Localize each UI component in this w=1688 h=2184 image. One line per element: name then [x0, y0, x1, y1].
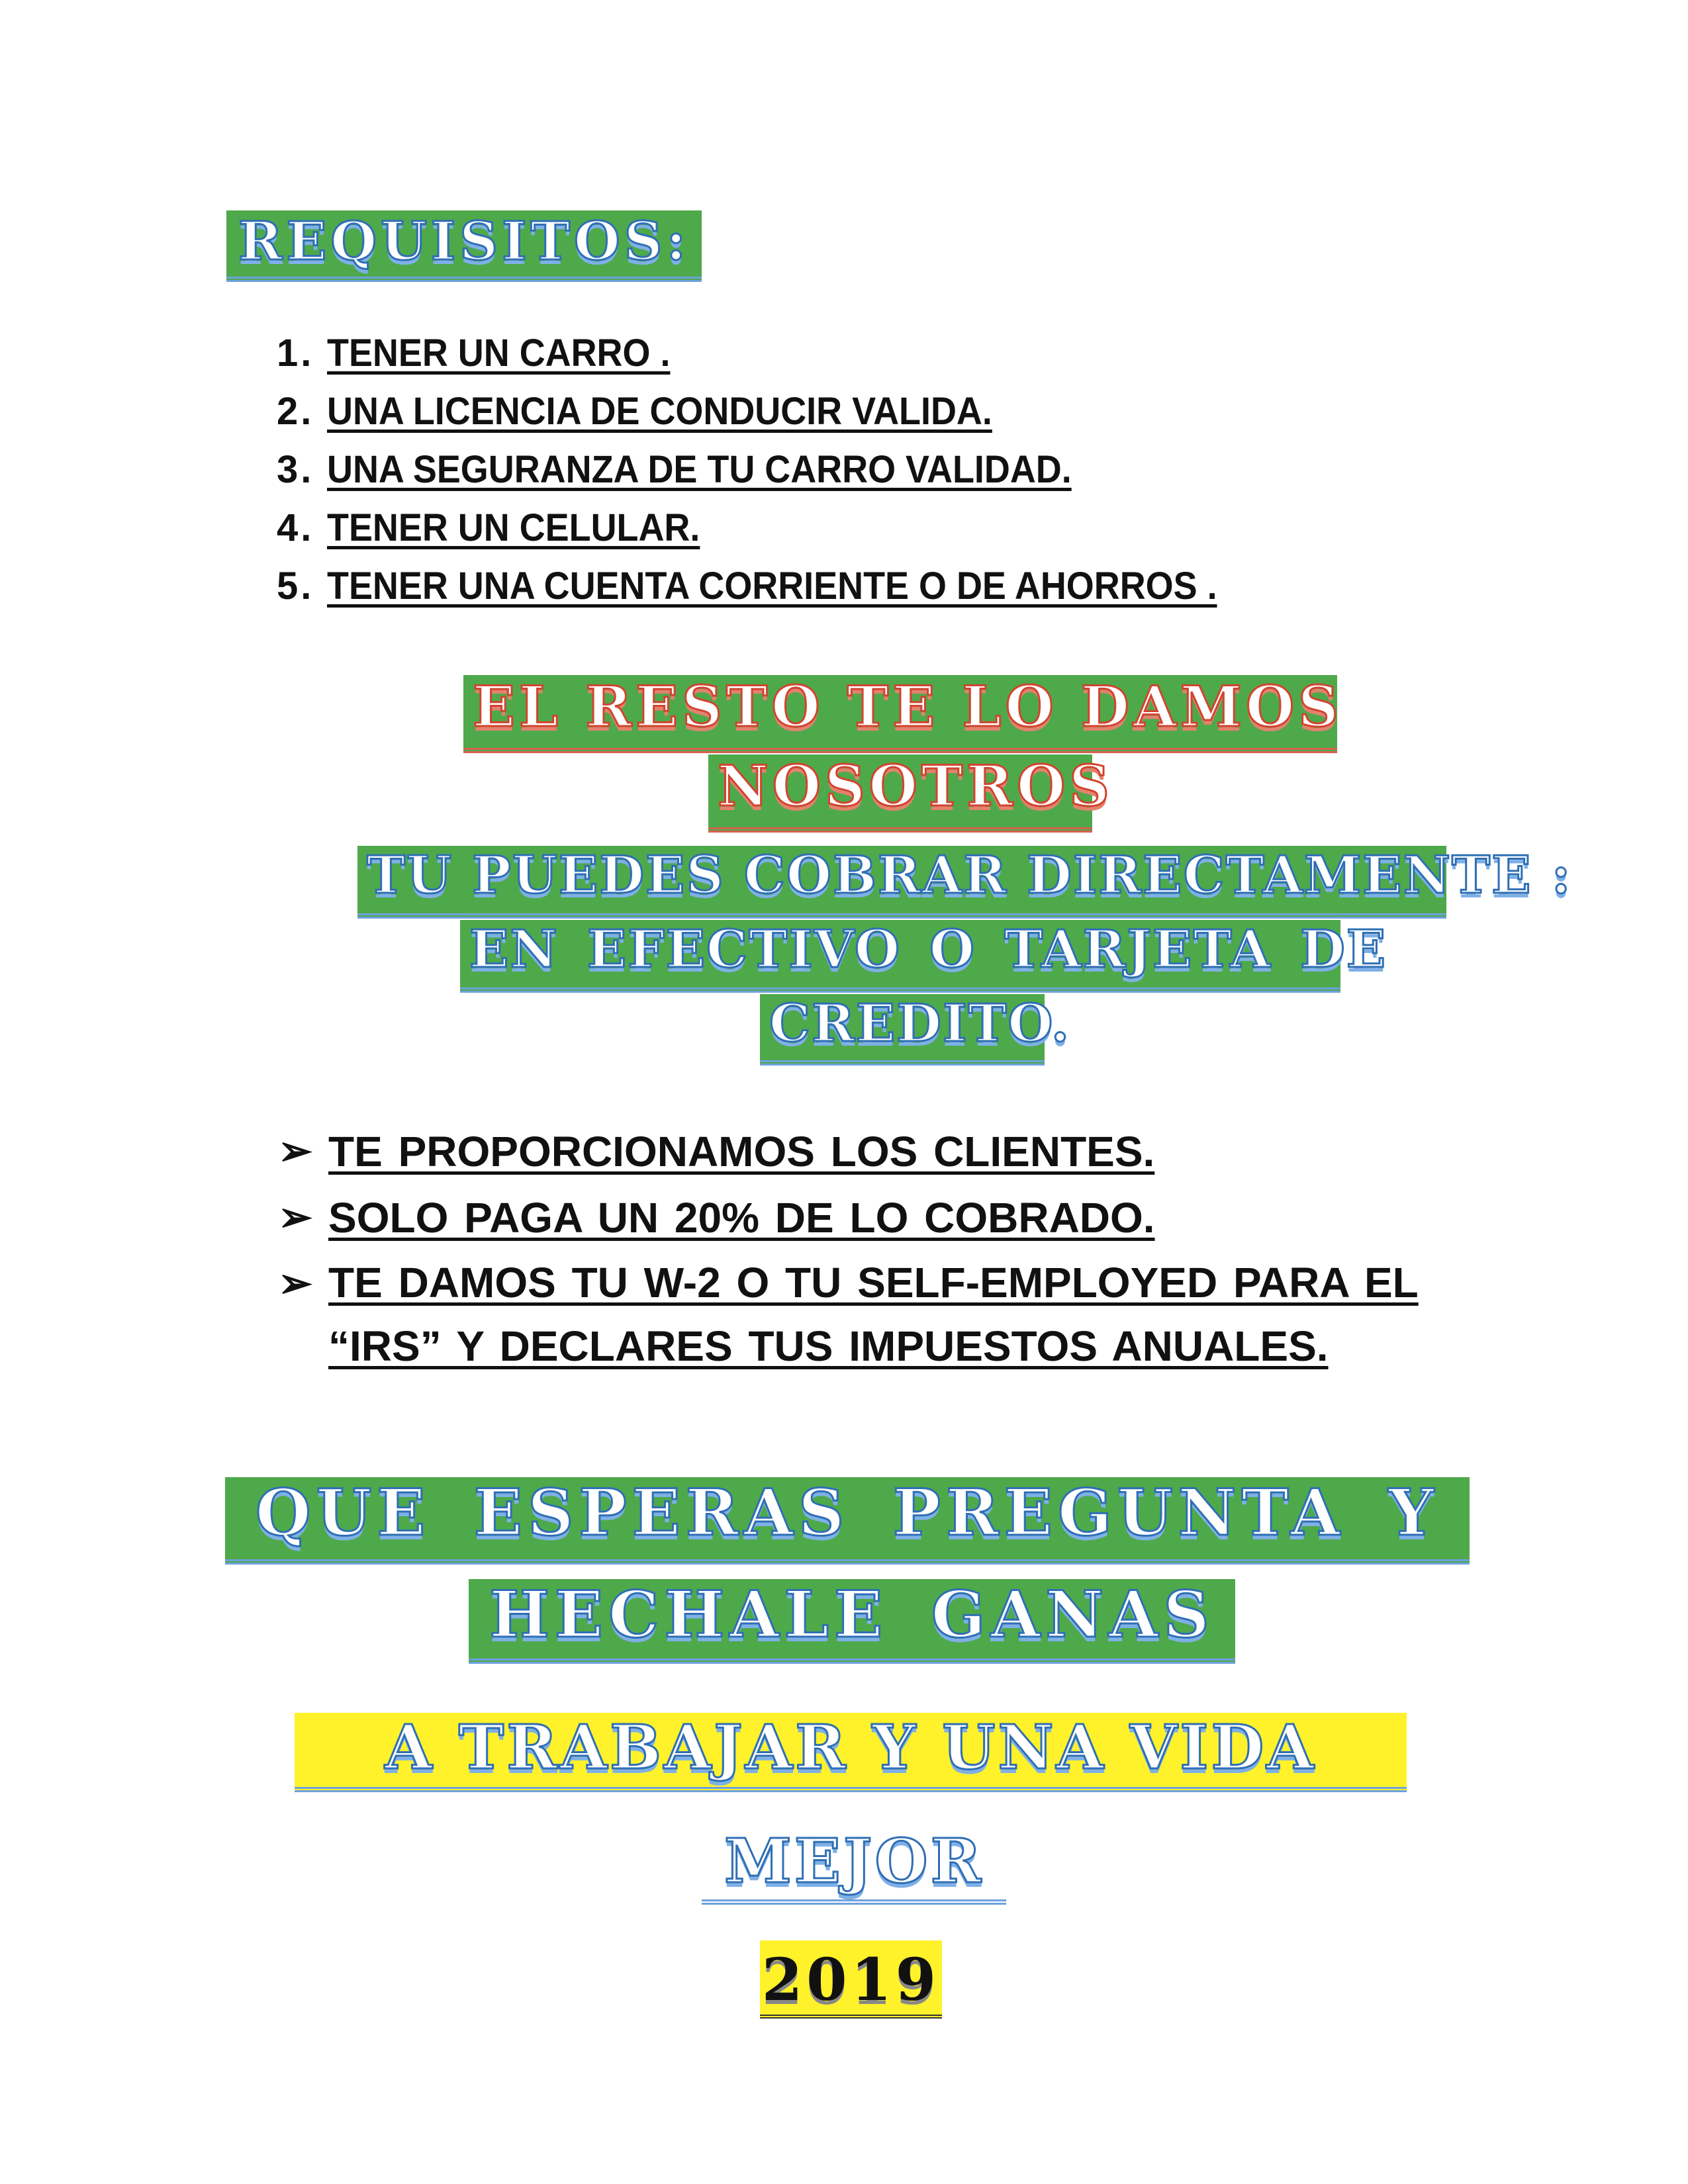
requirement-text: TENER UNA CUENTA CORRIENTE O DE AHORROS .: [327, 565, 1217, 608]
requirement-text: UNA LICENCIA DE CONDUCIR VALIDA.: [327, 390, 992, 433]
requirement-text: TENER UN CELULAR.: [327, 506, 700, 549]
arrow-bullet-icon: ➢: [278, 1128, 312, 1174]
requirement-item: [277, 383, 1284, 441]
benefit-item: [278, 1251, 1513, 1379]
requirements-list: [277, 324, 1284, 615]
requirement-item: [277, 324, 1284, 383]
requirement-number: 3.: [277, 448, 314, 491]
requirements-title: [226, 210, 702, 282]
rest-banner-line2: NOSOTROS: [708, 754, 1092, 833]
requirement-text: UNA SEGURANZA DE TU CARRO VALIDAD.: [327, 448, 1072, 491]
requirement-item: [277, 441, 1284, 499]
requirement-number: 1.: [277, 332, 314, 375]
requirement-number: 2.: [277, 390, 314, 433]
benefit-text: SOLO PAGA UN 20% DE LO COBRADO.: [328, 1194, 1155, 1242]
benefits-list: [278, 1118, 1513, 1379]
payment-banner-line2: EN EFECTIVO O TARJETA DE: [460, 920, 1340, 993]
payment-banner-line3: CREDITO.: [760, 994, 1045, 1066]
cta-banner-line2: HECHALE GANAS: [469, 1579, 1235, 1664]
cta-banner-line1: QUE ESPERAS PREGUNTA Y: [225, 1477, 1470, 1565]
requirement-item: [277, 557, 1284, 615]
requirement-number: 5.: [277, 565, 314, 608]
benefit-text: TE PROPORCIONAMOS LOS CLIENTES.: [328, 1128, 1155, 1175]
arrow-bullet-icon: ➢: [278, 1261, 312, 1306]
requirement-item: [277, 499, 1284, 557]
rest-banner-line1: EL RESTO TE LO DAMOS: [463, 675, 1337, 753]
slogan-banner-line1: A TRABAJAR Y UNA VIDA: [295, 1713, 1407, 1792]
benefit-item: [278, 1185, 1513, 1251]
benefit-item: [278, 1118, 1513, 1185]
year-badge: 2019: [760, 1940, 942, 2019]
benefit-text: TE DAMOS TU W-2 O TU SELF-EMPLOYED PARA EL “IRS” Y DECLARES TUS IMPUESTOS ANUALES.: [328, 1259, 1419, 1370]
requirements-title-text: REQUISITOS:: [238, 210, 690, 272]
payment-banner-line1: TU PUEDES COBRAR DIRECTAMENTE :: [357, 846, 1446, 919]
requirement-text: TENER UN CARRO .: [327, 332, 671, 375]
requirement-number: 4.: [277, 506, 314, 549]
slogan-banner-line2: MEJOR: [702, 1827, 1006, 1905]
arrow-bullet-icon: ➢: [278, 1195, 312, 1240]
